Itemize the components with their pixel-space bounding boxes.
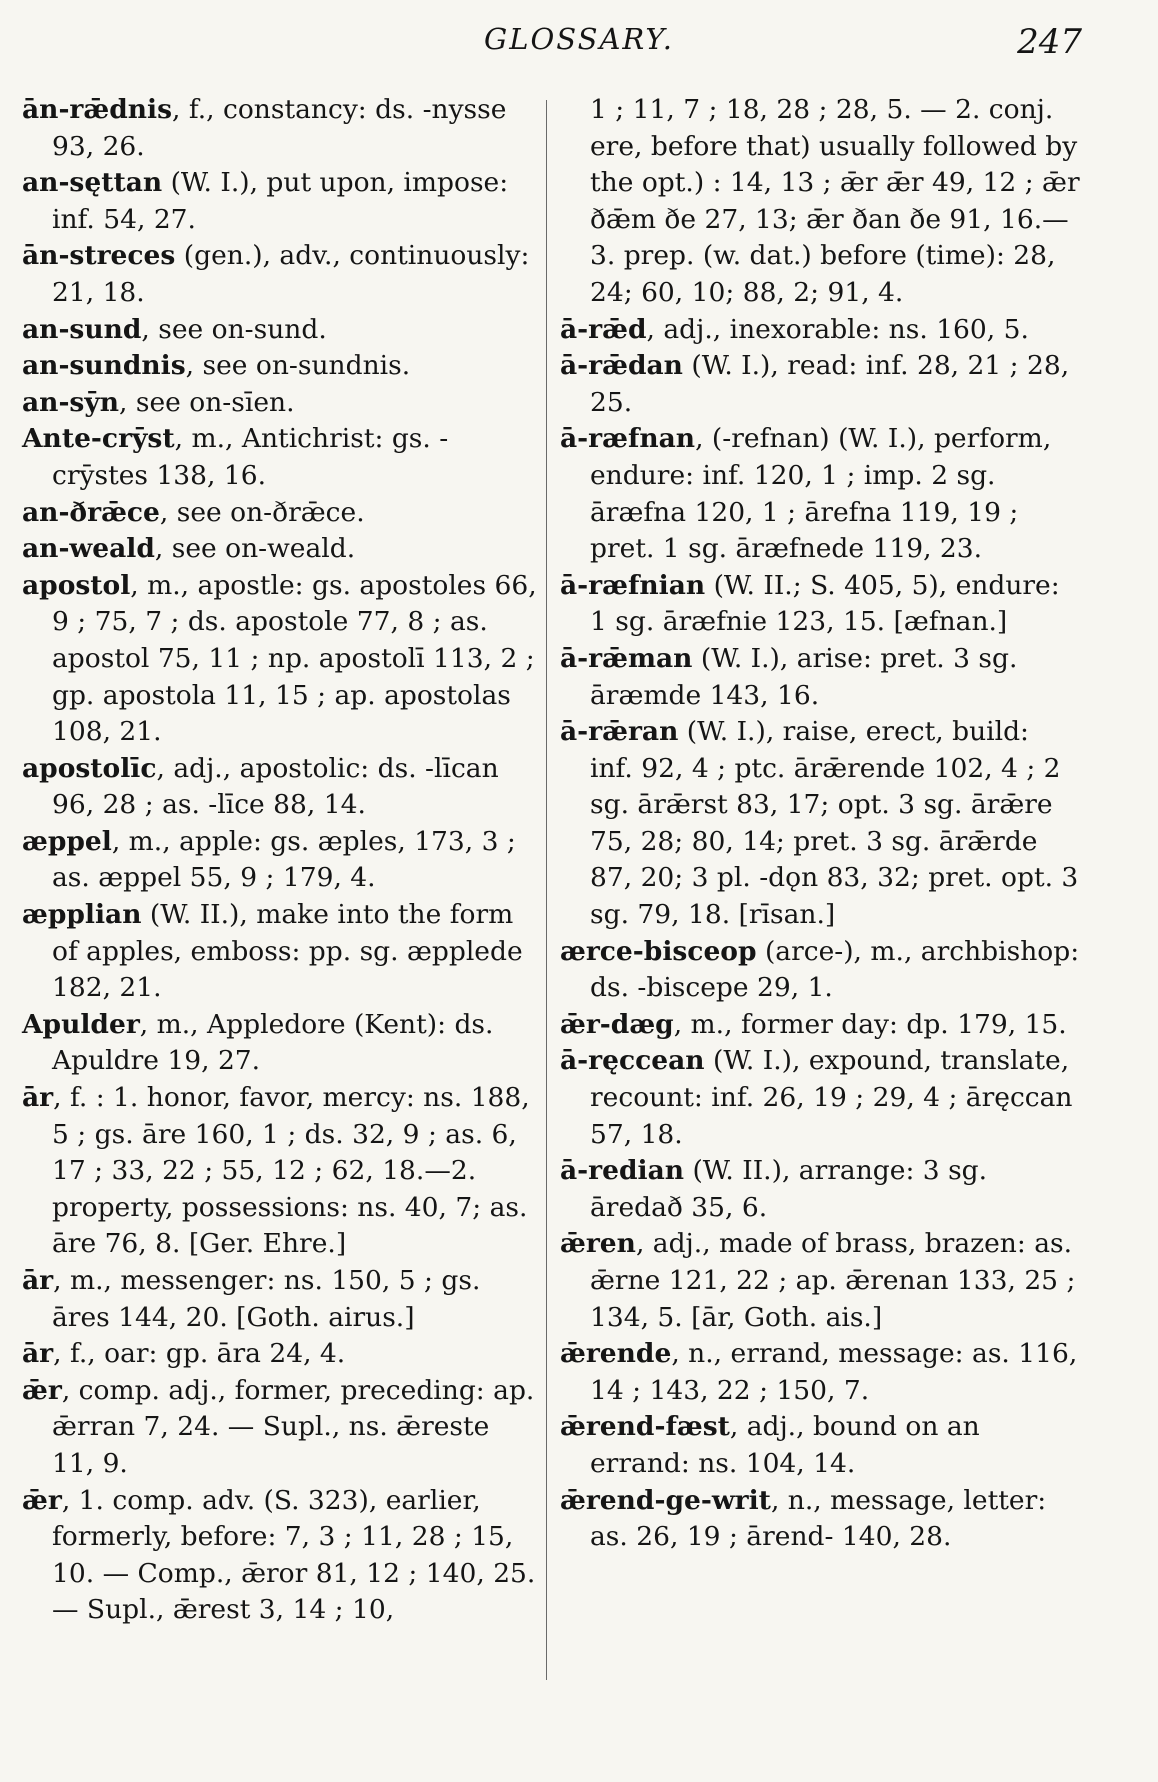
entry-headword: ār — [22, 1082, 54, 1114]
entry-headword: ǣren — [560, 1228, 636, 1260]
glossary-entry — [560, 92, 1080, 312]
glossary-entry — [22, 92, 537, 165]
entry-definition: (gen.), adv., continuously: 21, 18. — [52, 240, 530, 308]
glossary-entry — [560, 641, 1080, 714]
entry-definition: (W. II.; S. 405, 5), endure: 1 sg. āræfnie 123, 15. [æfnan.] — [590, 569, 1060, 638]
entry-headword: ār — [22, 1338, 54, 1370]
entry-definition: , n., message, letter: as. 26, 19 ; ārend- 140, 28. — [590, 1484, 1047, 1553]
entry-headword: æpplian — [22, 899, 142, 931]
glossary-entry — [22, 421, 537, 494]
glossary-entry — [22, 1483, 537, 1629]
entry-definition: (W. I.), put upon, impose: inf. 54, 27. — [52, 167, 509, 235]
entry-definition: (W. I.), read: inf. 28, 21 ; 28, 25. — [590, 350, 1070, 418]
entry-headword: an-ðrǣce — [22, 496, 160, 528]
entry-headword: ærce-bisceop — [560, 935, 757, 967]
entry-definition: , adj., inexorable: ns. 160, 5. — [646, 313, 1029, 345]
entry-headword: ā-rǣman — [560, 642, 693, 674]
entry-definition: , m., Antichrist: gs. -crȳstes 138, 16. — [52, 423, 449, 491]
page-number: 247 — [1017, 22, 1082, 62]
glossary-entry — [560, 348, 1080, 421]
glossary-entry — [22, 312, 537, 349]
entry-headword: ā-rǣdan — [560, 350, 683, 382]
glossary-entry — [560, 1153, 1080, 1226]
column-divider — [546, 100, 547, 1680]
glossary-entry — [560, 1226, 1080, 1336]
glossary-entry — [560, 1007, 1080, 1044]
entry-headword: ǣr — [22, 1484, 62, 1516]
entry-definition: (arce-), m., archbishop: ds. -biscepe 29, 1. — [590, 935, 1080, 1004]
glossary-entry — [22, 348, 537, 385]
entry-headword: ā-redian — [560, 1155, 685, 1187]
entry-definition: , f., oar: gp. āra 24, 4. — [53, 1338, 346, 1370]
entry-definition: (W. I.), expound, translate, recount: inf. 26, 19 ; 29, 4 ; āręccan 57, 18. — [590, 1045, 1073, 1150]
glossary-entry — [560, 934, 1080, 1007]
glossary-entry — [22, 238, 537, 311]
entry-headword: ān-streces — [22, 240, 176, 272]
glossary-entry — [560, 714, 1080, 934]
entry-headword: an-weald — [22, 533, 155, 565]
glossary-entry — [22, 495, 537, 532]
entry-definition: 1 ; 11, 7 ; 18, 28 ; 28, 5. — 2. conj. ere, before that) usually followed by the opt.) : 14, 13 ; ǣr ǣr 49, 12 ; ǣr ðǣm ðe 27, 13; ǣr ðan ðe 91, 16.—3. prep. (w. dat.) before (time): 28, 24; 60, 10; 88, 2; 91, 4. — [590, 94, 1080, 308]
glossary-entry — [22, 165, 537, 238]
glossary-entry — [560, 1043, 1080, 1153]
entry-definition: , see on-ðrǣce. — [159, 496, 365, 528]
entry-definition: , adj., bound on an errand: ns. 104, 14. — [590, 1411, 980, 1479]
entry-definition: (W. I.), raise, erect, build: inf. 92, 4 ; ptc. ārǣrende 102, 4 ; 2 sg. ārǣrst 83, 17; opt. 3 sg. ārǣre 75, 28; 80, 14; pret. 3 sg. ārǣrde 87, 20; 3 pl. -dǫn 83, 32; pret. opt. 3 sg. 79, 18. [rīsan.] — [590, 716, 1079, 931]
entry-headword: ā-rǣran — [560, 716, 679, 748]
entry-definition: , n., errand, message: as. 116, 14 ; 143, 22 ; 150, 7. — [590, 1338, 1078, 1406]
glossary-entry — [22, 385, 537, 422]
glossary-entry — [22, 1373, 537, 1483]
glossary-entry — [22, 897, 537, 1007]
entry-headword: ǣrend-fæst — [560, 1411, 730, 1443]
entry-definition: , see on-weald. — [154, 533, 356, 565]
glossary-entry — [560, 568, 1080, 641]
entry-headword: apostol — [22, 569, 131, 601]
entry-headword: æppel — [22, 825, 112, 857]
glossary-entry — [22, 568, 537, 751]
entry-headword: apostolīc — [22, 752, 157, 784]
right-column — [560, 92, 1080, 1556]
entry-headword: ār — [22, 1265, 54, 1296]
glossary-entry — [560, 1483, 1080, 1556]
page-header — [0, 22, 1158, 62]
entry-definition: , comp. adj., former, preceding: ap. ǣrran 7, 24. — Supl., ns. ǣreste 11, 9. — [52, 1374, 535, 1479]
glossary-entry — [22, 531, 537, 568]
entry-definition: , see on-sīen. — [119, 386, 295, 418]
entry-headword: ǣrend-ge-writ — [560, 1484, 771, 1516]
entry-headword: ǣr — [22, 1374, 62, 1406]
entry-definition: (W. I.), arise: pret. 3 sg. āræmde 143, 16. — [590, 642, 1018, 711]
glossary-entry — [22, 751, 537, 824]
glossary-entry — [560, 1409, 1080, 1482]
entry-headword: Ante-crȳst — [22, 423, 175, 455]
entry-definition: , adj., apostolic: ds. -līcan 96, 28 ; as. -līce 88, 14. — [52, 752, 499, 821]
glossary-entry — [22, 1007, 537, 1080]
entry-headword: ān-rǣdnis — [22, 94, 173, 125]
glossary-entry — [560, 1336, 1080, 1409]
entry-definition: , m., Appledore (Kent): ds. Apuldre 19, 27. — [52, 1008, 494, 1077]
entry-headword: an-sundnis — [22, 350, 186, 382]
glossary-entry — [22, 1080, 537, 1263]
glossary-entry — [560, 312, 1080, 349]
entry-headword: Apulder — [22, 1008, 140, 1040]
glossary-entry — [22, 1263, 537, 1336]
entry-definition: , f. : 1. honor, favor, mercy: ns. 188, 5 ; gs. āre 160, 1 ; ds. 32, 9 ; as. 6, 17 ; 33, 22 ; 55, 12 ; 62, 18.—2. property, possessions: ns. 40, 7; as. āre 76, 8. [Ger. Ehre.] — [52, 1082, 530, 1260]
entry-definition: (W. II.), make into the form of apples, emboss: pp. sg. æpplede 182, 21. — [52, 899, 523, 1004]
glossary-entry — [22, 824, 537, 897]
entry-headword: ǣr-dæg — [560, 1008, 674, 1040]
entry-definition: , m., former day: dp. 179, 15. — [673, 1008, 1067, 1040]
glossary-entry — [560, 421, 1080, 567]
entry-definition: , adj., made of brass, brazen: as. ǣrne 121, 22 ; ap. ǣrenan 133, 25 ; 134, 5. [ār, Goth. ais.] — [590, 1228, 1076, 1333]
entry-definition: , 1. comp. adv. (S. 323), earlier, formerly, before: 7, 3 ; 11, 28 ; 15, 10. — Comp., ǣror 81, 12 ; 140, 25. — Supl., ǣrest 3, 14 ; 10, — [52, 1484, 536, 1626]
entry-definition: (W. II.), arrange: 3 sg. āredað 35, 6. — [590, 1155, 988, 1223]
entry-definition: , m., apostle: gs. apostoles 66, 9 ; 75, 7 ; ds. apostole 77, 8 ; as. apostol 75, 11 ; np. apostolī 113, 2 ; gp. apostola 11, 15 ; ap. apostolas 108, 21. — [52, 569, 537, 748]
glossary-entry — [22, 1336, 537, 1373]
entry-headword: an-sund — [22, 313, 142, 345]
entry-headword: an-sȳn — [22, 386, 120, 418]
entry-headword: ā-ræfnan — [560, 423, 696, 455]
running-title: GLOSSARY. — [484, 22, 674, 56]
entry-definition: , (-refnan) (W. I.), perform, endure: inf. 120, 1 ; imp. 2 sg. āræfna 120, 1 ; ārefna 119, 19 ; pret. 1 sg. āræfnede 119, 23. — [590, 423, 1052, 565]
entry-definition: , m., apple: gs. æples, 173, 3 ; as. æppel 55, 9 ; 179, 4. — [52, 825, 516, 894]
entry-definition: , see on-sundnis. — [185, 350, 411, 382]
entry-headword: an-sęttan — [22, 167, 163, 199]
entry-headword: ǣrende — [560, 1338, 672, 1370]
entry-definition: , m., messenger: ns. 150, 5 ; gs. āres 144, 20. [Goth. airus.] — [52, 1265, 481, 1333]
left-column — [22, 92, 537, 1629]
entry-definition: , see on-sund. — [141, 313, 327, 345]
entry-headword: ā-ręccean — [560, 1045, 705, 1077]
entry-headword: ā-rǣd — [560, 313, 647, 345]
entry-headword: ā-ræfnian — [560, 569, 706, 601]
entry-definition: , f., constancy: ds. -nysse 93, 26. — [52, 94, 507, 162]
